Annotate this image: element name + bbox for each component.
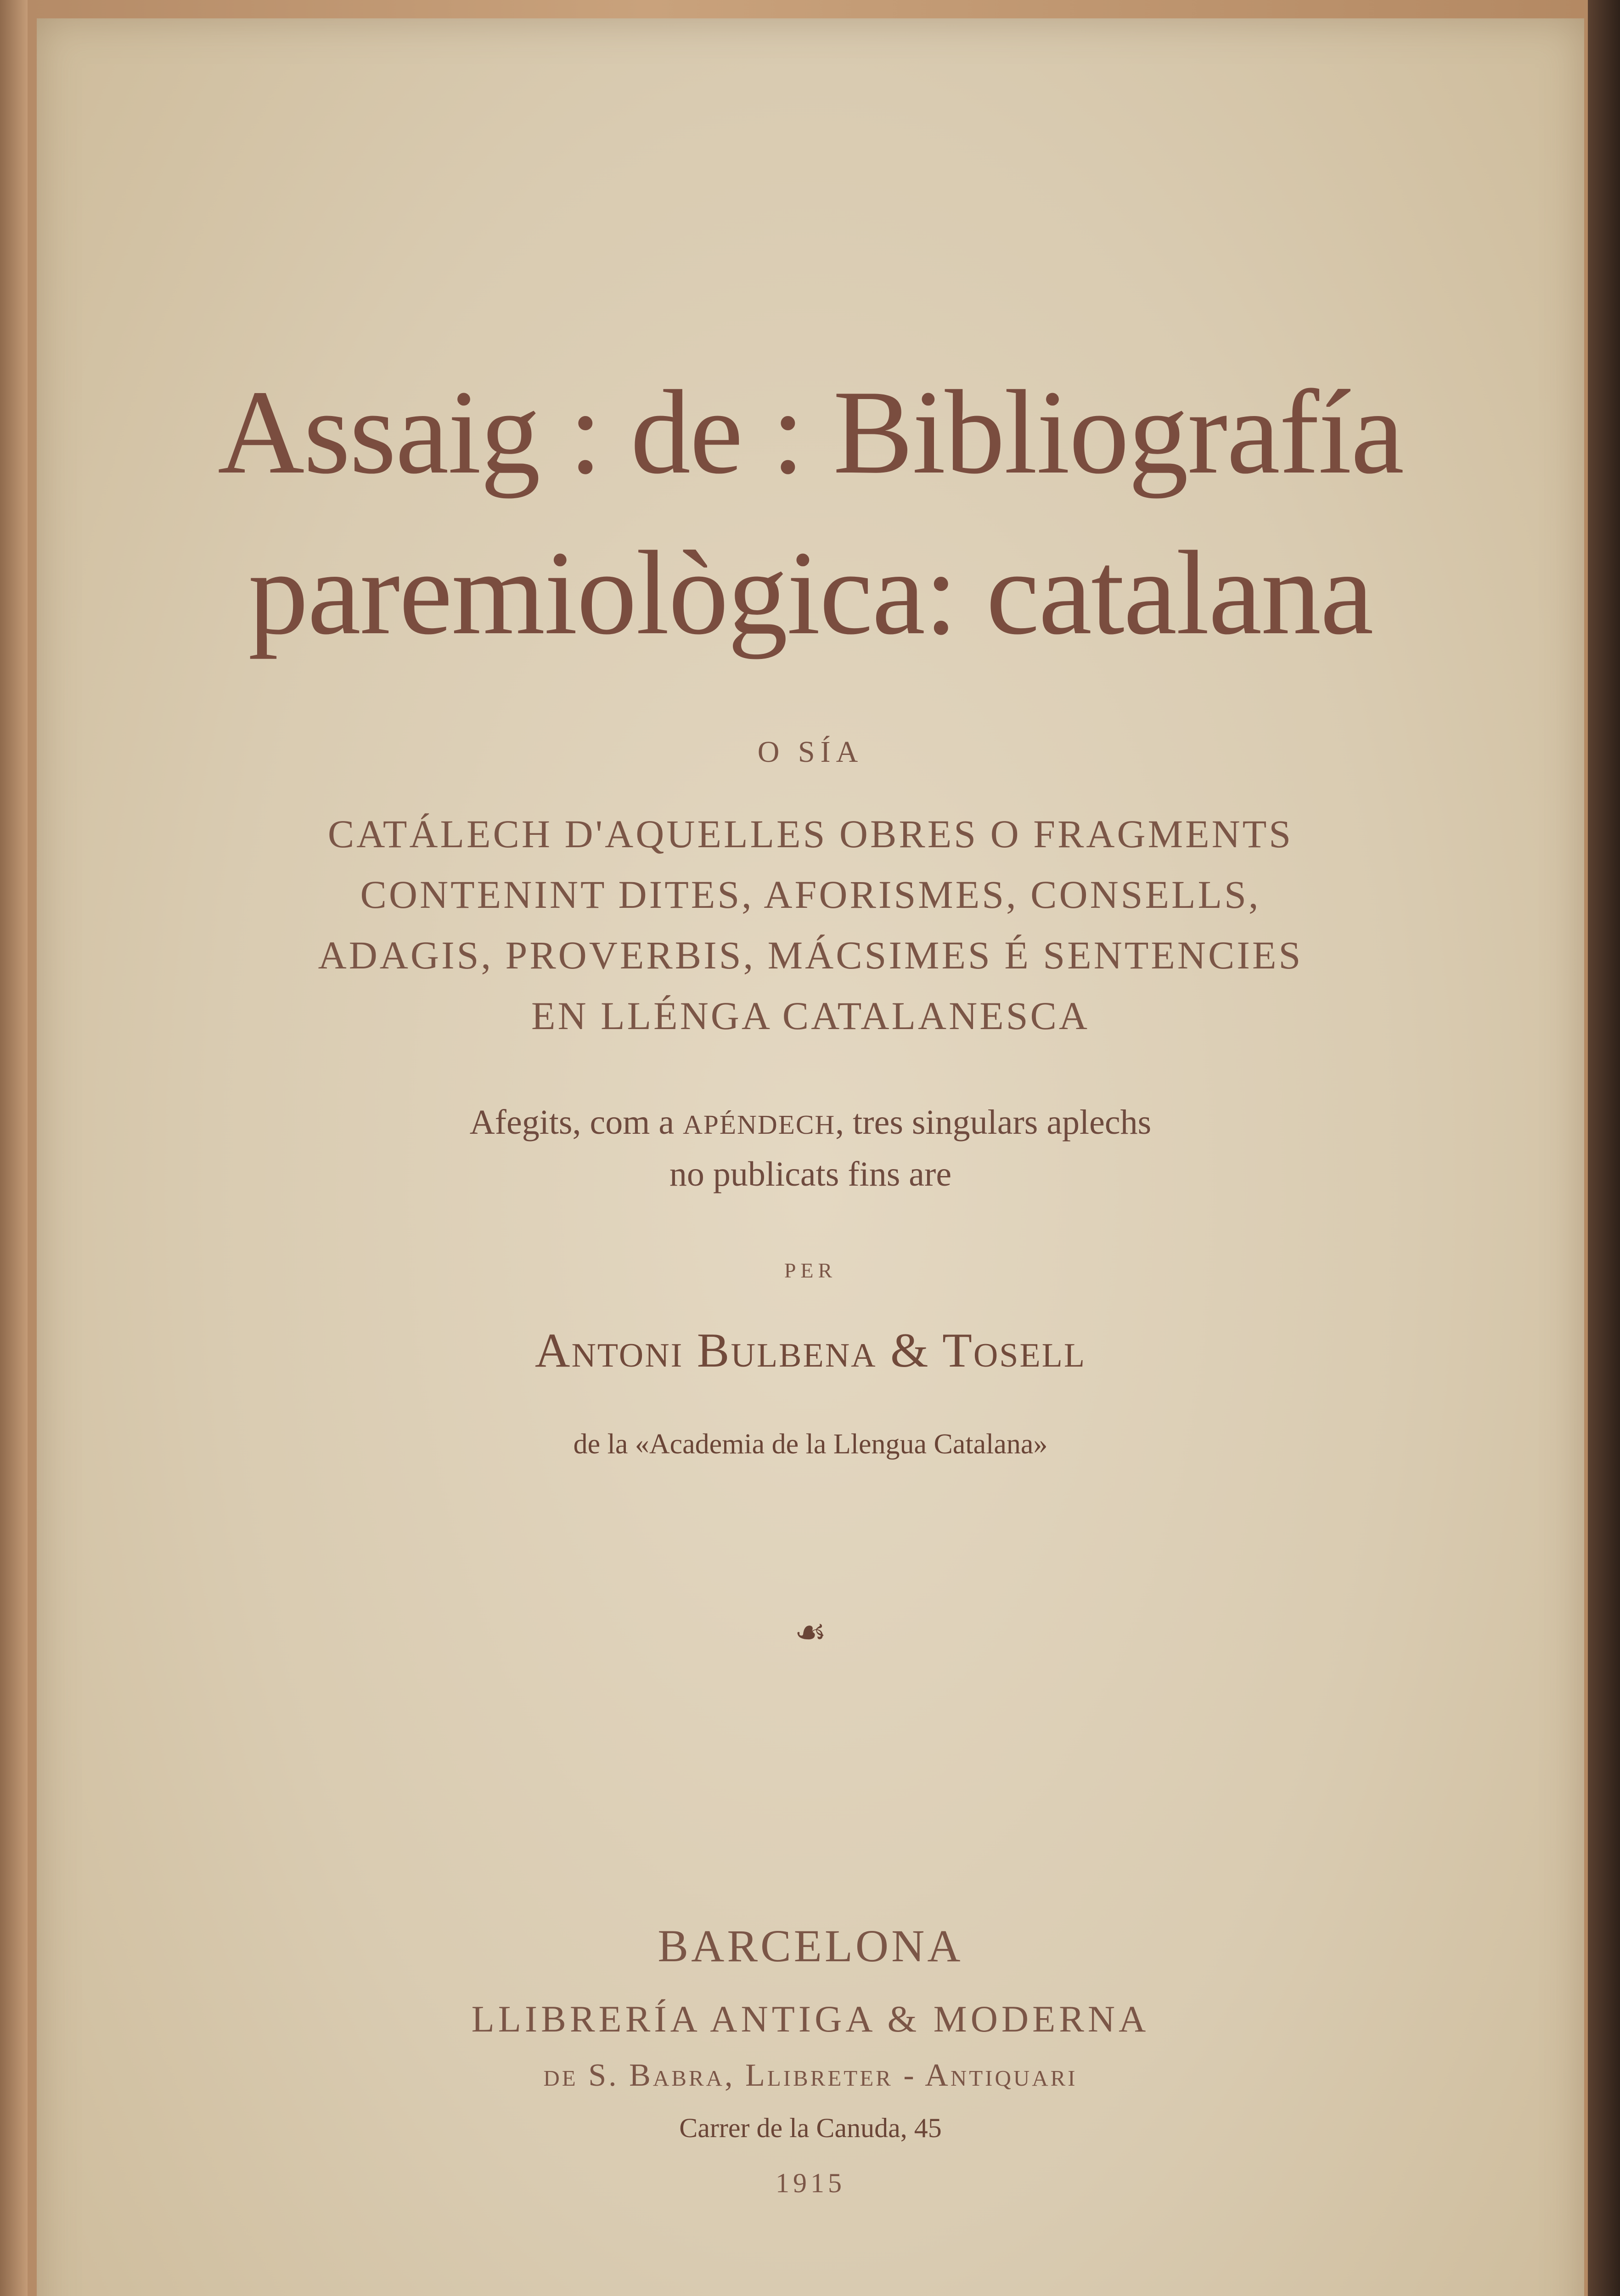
imprint-publisher: LLIBRERÍA ANTIGA & MODERNA <box>471 1998 1150 2040</box>
appendix-word: APÉNDECH <box>683 1109 836 1140</box>
author-affiliation: de la «Academia de la Llengua Catalana» <box>573 1429 1048 1460</box>
author-name: Antoni Bulbena & Tosell <box>534 1323 1086 1377</box>
imprint-bookseller: de S. Babra, Llibreter - Antiquari <box>543 2058 1078 2093</box>
appendix-text-before: Afegits, com a <box>469 1103 683 1142</box>
imprint-address: Carrer de la Canuda, 45 <box>679 2113 942 2143</box>
connector-o-sia: O SÍA <box>757 735 864 769</box>
title-line-2: paremiològica: catalana <box>248 526 1373 659</box>
title-page <box>37 18 1584 2296</box>
appendix-text-after: , tres singulars aplechs <box>835 1103 1152 1142</box>
per-label: PER <box>784 1259 837 1282</box>
appendix-note-line-1 <box>37 1097 1584 1149</box>
title-block <box>37 366 1584 499</box>
description-line: CATÁLECH D'AQUELLES OBRES O FRAGMENTS <box>327 812 1294 856</box>
fleuron-ornament: ☙ <box>794 1612 827 1653</box>
imprint-city: BARCELONA <box>658 1920 963 1971</box>
imprint-year: 1915 <box>776 2168 845 2198</box>
description-line: CONTENINT DITES, AFORISMES, CONSELLS, <box>360 872 1261 917</box>
appendix-note <box>37 1097 1584 1199</box>
title-block-2 <box>37 526 1584 659</box>
book-cover-left-edge <box>0 0 28 2296</box>
appendix-note-line-2: no publicats fins are <box>669 1155 952 1193</box>
title-line-1: Assaig : de : Bibliografía <box>217 366 1404 499</box>
description-line: EN LLÉNGA CATALANESCA <box>531 994 1090 1038</box>
description-block <box>37 804 1584 1046</box>
description-line: ADAGIS, PROVERBIS, MÁCSIMES É SENTENCIES <box>318 933 1303 977</box>
book-cover-right-edge <box>1588 0 1620 2296</box>
